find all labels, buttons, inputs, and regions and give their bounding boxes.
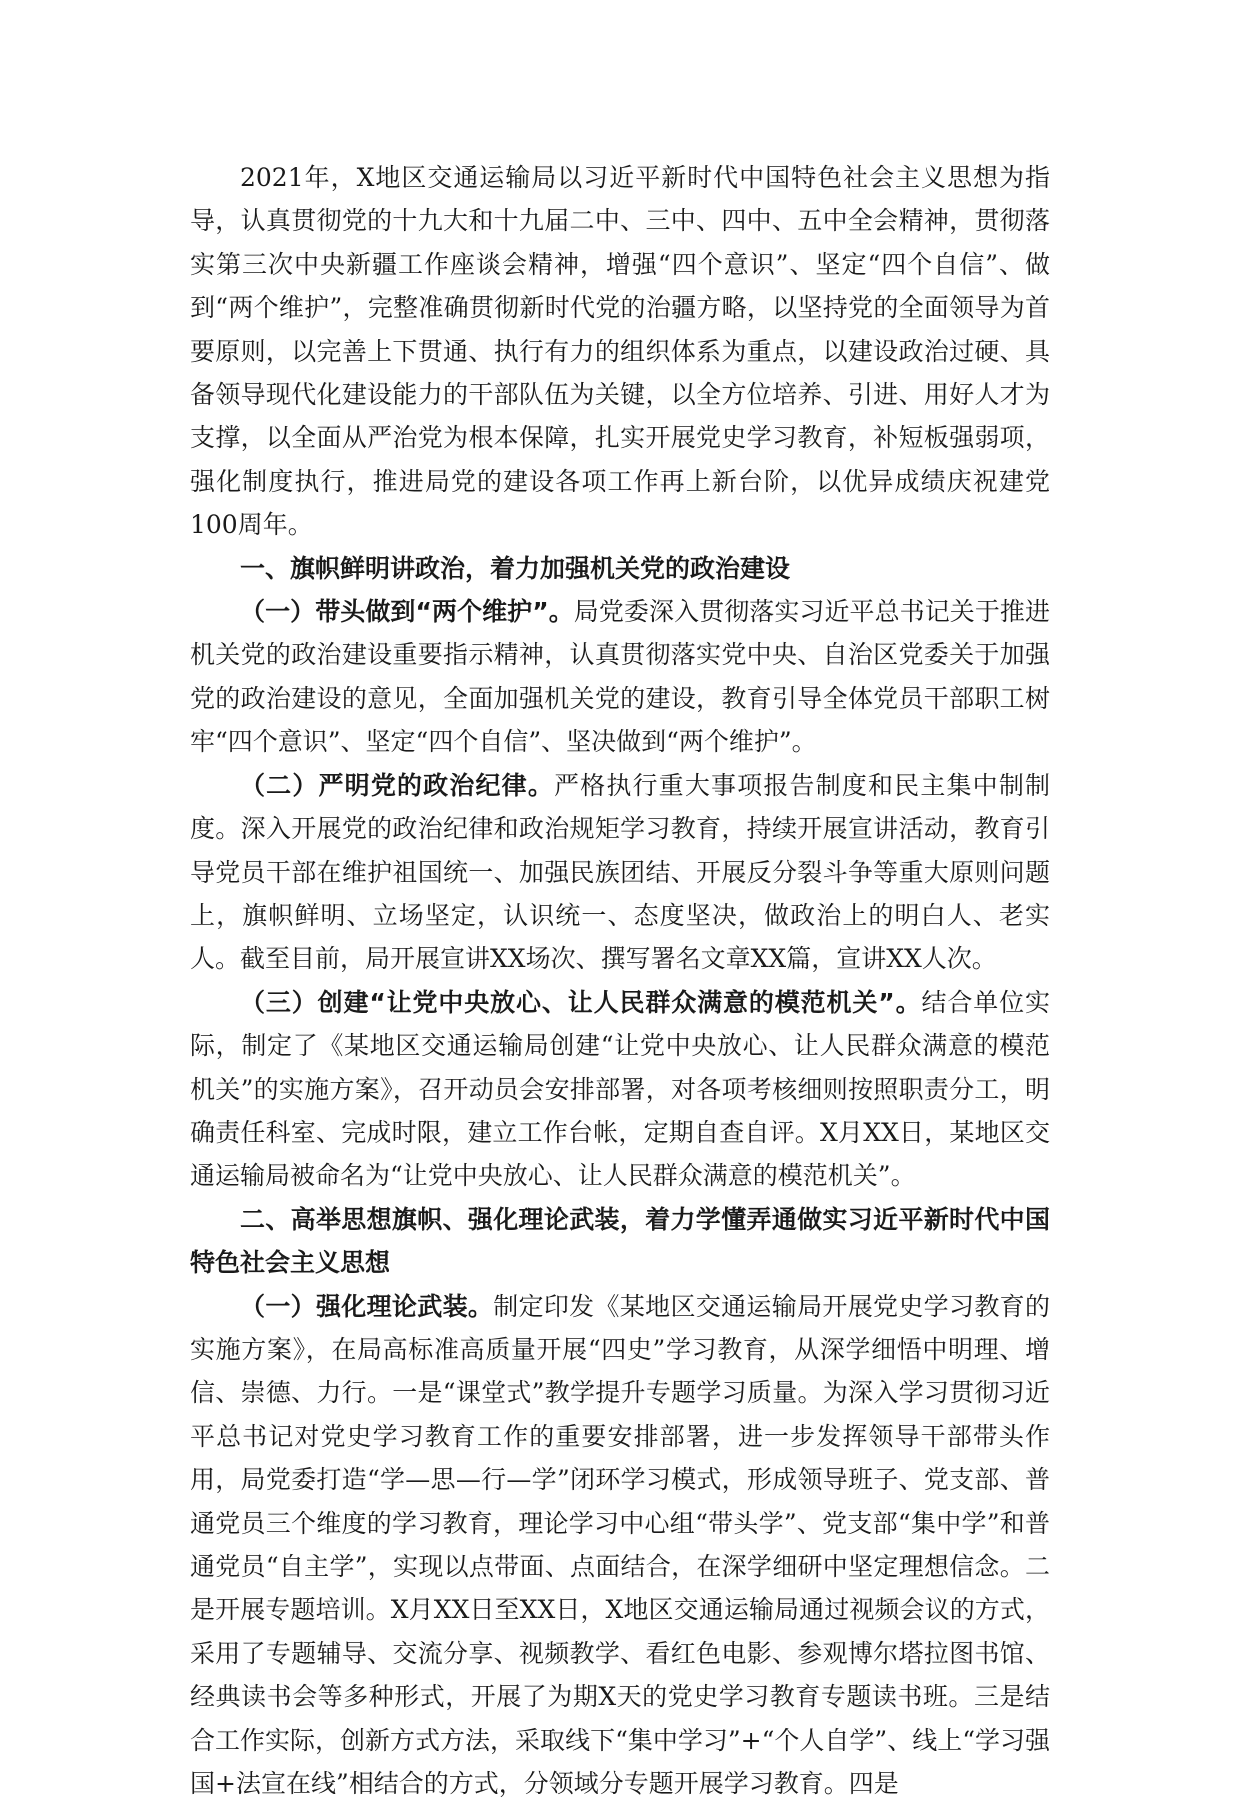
section-1-item-2: [190, 764, 1050, 981]
section-1-heading: 一、旗帜鲜明讲政治，着力加强机关党的政治建设: [240, 553, 791, 583]
item-text: 制定印发《某地区交通运输局开展党史学习教育的实施方案》，在局高标准高质量开展“四史”学习教育，从深学细悟中明理、增信、崇德、力行。一是“课堂式”教学提升专题学习质量。为深入学习贯彻习近平总书记对党史学习教育工作的重要安排部署，进一步发挥领导干部带头作用，局党委打造“学—思—行—学”闭环学习模式，形成领导班子、党支部、普通党员三个维度的学习教育，理论学习中心组“带头学”、党支部“集中学”和普通党员“自主学”，实现以点带面、点面结合，在深学细研中坚定理想信念。二是开展专题培训。X月XX日至XX日，X地区交通运输局通过视频会议的方式，采用了专题辅导、交流分享、视频教学、看红色电影、参观博尔塔拉图书馆、经典读书会等多种形式，开展了为期X天的党史学习教育专题读书班。三是结合工作实际，创新方式方法，采取线下“集中学习”+“个人自学”、线上“学习强国+法宣在线”相结合的方式，分领域分专题开展学习教育。四是: [190, 1291, 1050, 1799]
section-1-item-3: [190, 981, 1050, 1198]
item-text: 局党委深入贯彻落实习近平总书记关于推进机关党的政治建设重要指示精神，认真贯彻落实党中央、自治区党委关于加强党的政治建设的意见，全面加强机关党的建设，教育引导全体党员干部职工树牢“四个意识”、坚定“四个自信”、坚决做到“两个维护”。: [190, 597, 1050, 757]
item-lead: （一）强化理论武装。: [240, 1291, 494, 1321]
item-lead: （三）创建“让党中央放心、让人民群众满意的模范机关”。: [240, 987, 922, 1017]
section-1-item-1: [190, 590, 1050, 764]
item-lead: （一）带头做到“两个维护”。: [240, 597, 574, 627]
section-2-heading: 二、高举思想旗帜、强化理论武装，着力学懂弄通做实习近平新时代中国特色社会主义思想: [190, 1204, 1050, 1278]
item-text: 严格执行重大事项报告制度和民主集中制制度。深入开展党的政治纪律和政治规矩学习教育，持续开展宣讲活动，教育引导党员干部在维护祖国统一、加强民族团结、开展反分裂斗争等重大原则问题上，旗帜鲜明、立场坚定，认识统一、态度坚决，做政治上的明白人、老实人。截至目前，局开展宣讲XX场次、撰写署名文章XX篇，宣讲XX人次。: [190, 770, 1050, 974]
document-page: [190, 156, 1050, 1805]
section-2-item-1: [190, 1285, 1050, 1805]
item-text: 结合单位实际，制定了《某地区交通运输局创建“让党中央放心、让人民群众满意的模范机关”的实施方案》，召开动员会安排部署，对各项考核细则按照职责分工，明确责任科室、完成时限，建立工作台帐，定期自查自评。X月XX日，某地区交通运输局被命名为“让党中央放心、让人民群众满意的模范机关”。: [190, 987, 1050, 1191]
intro-paragraph: 2021年，X地区交通运输局以习近平新时代中国特色社会主义思想为指导，认真贯彻党的十九大和十九届二中、三中、四中、五中全会精神，贯彻落实第三次中央新疆工作座谈会精神，增强“四个意识”、坚定“四个自信”、做到“两个维护”，完整准确贯彻新时代党的治疆方略，以坚持党的全面领导为首要原则，以完善上下贯通、执行有力的组织体系为重点，以建设政治过硬、具备领导现代化建设能力的干部队伍为关键，以全方位培养、引进、用好人才为支撑，以全面从严治党为根本保障，扎实开展党史学习教育，补短板强弱项，强化制度执行，推进局党的建设各项工作再上新台阶，以优异成绩庆祝建党100周年。: [190, 163, 1050, 540]
item-lead: （二）严明党的政治纪律。: [240, 770, 554, 800]
